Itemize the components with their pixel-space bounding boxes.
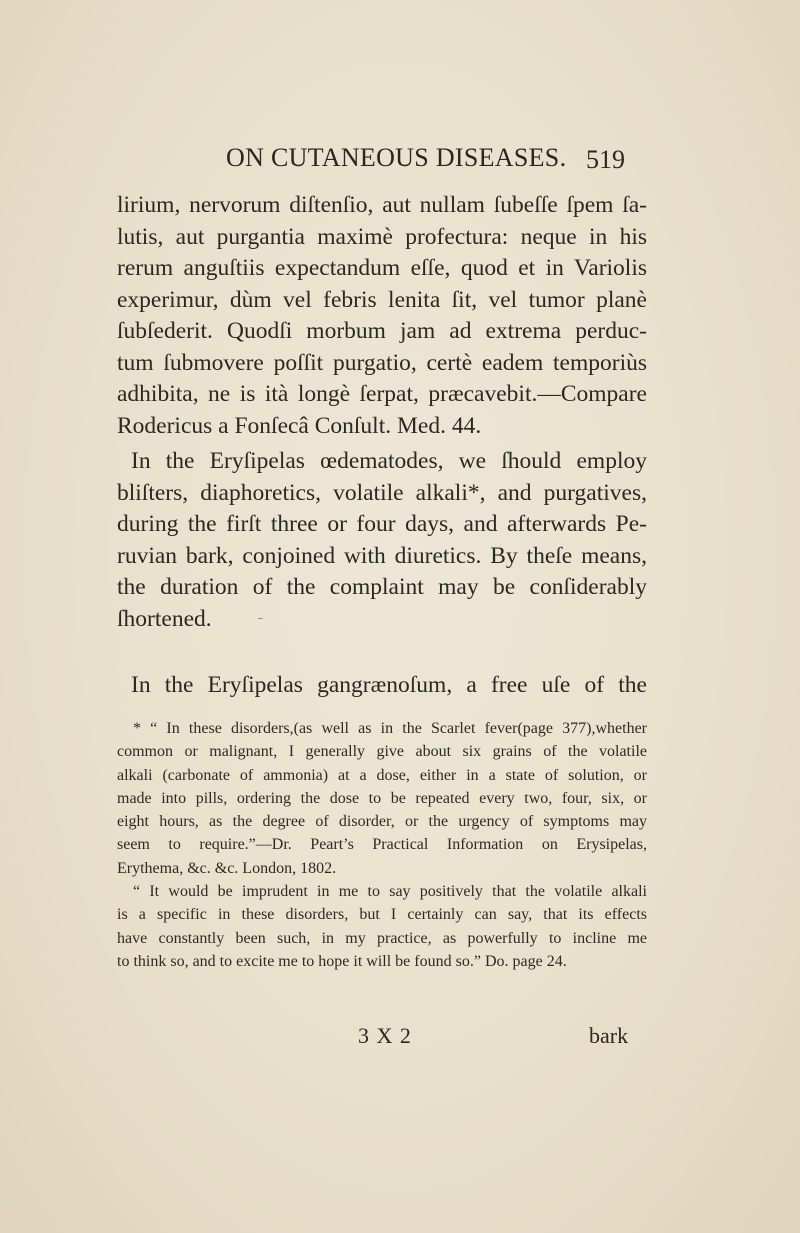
text-line: experimur, dùm vel febris lenita ſit, vel tumor planè [117,286,647,313]
footnote-line: is a specific in these disorders, but I certainly can say, that its effects [117,906,647,924]
footnote-line: to think so, and to excite me to hope it will be found so.” Do. page 24. [117,952,567,970]
text-line: the duration of the complaint may be conſiderably [117,574,647,600]
footnote-line: alkali (carbonate of ammonia) at a dose, either in a state of solution, or [117,766,647,784]
text-line: ruvian bark, conjoined with diuretics. By theſe means, [117,542,647,569]
footnote-line: seem to require.”—Dr. Peart’s Practical Information on Erysipelas, [117,836,647,854]
text-line: ſhortened. [117,605,212,632]
text-line: tum ſubmovere poſſit purgatio, certè eadem temporiùs [117,349,647,376]
footnote-line: * “ In these disorders,(as well as in the Scarlet fever(page 377),whether [133,720,647,737]
ink-speck [258,618,263,619]
text-line: Rodericus a Fonſecâ Conſult. Med. 44. [117,412,482,439]
text-line: lirium, nervorum diſtenſio, aut nullam ſubeſſe ſpem ſa- [117,192,647,218]
paragraph-erysipelas-gangraenosum [117,670,647,702]
paragraph-erysipelas-oedematodes [117,446,647,635]
footnote-peart [117,717,647,880]
text-line: during the firſt three or four days, and afterwards Pe- [117,511,647,537]
paragraph-latin-quote [117,190,647,442]
footnote-line: have constantly been such, in my practice, as powerfully to incline me [117,929,647,947]
footnote-line: common or malignant, I generally give about six grains of the volatile [117,743,647,761]
text-line: In the Eryſipelas œdematodes, we ſhould employ [131,448,647,474]
footnote-line: “ It would be imprudent in me to say positively that the volatile alkali [133,883,647,900]
text-line: adhibita, ne is ità longè ſerpat, præcavebit.—Compare [117,381,647,407]
text-line: rerum anguſtiis expectandum eſſe, quod et in Variolis [117,255,647,281]
signature-mark: 3 X 2 [358,1023,412,1048]
footnote-line: eight hours, as the degree of disorder, or the urgency of symptoms may [117,813,647,831]
footnote-line: made into pills, ordering the dose to be repeated every two, four, six, or [117,789,647,807]
text-line: ſubſederit. Quodſi morbum jam ad extrema perduc- [117,318,647,344]
running-title: ON CUTANEOUS DISEASES. [226,143,567,172]
text-line: bliſters, diaphoretics, volatile alkali*, and purgatives, [117,479,647,506]
footnote-line: Erythema, &c. &c. London, 1802. [117,859,337,877]
text-line: In the Eryſipelas gangrænoſum, a free uſe of the [131,672,647,698]
page-number: 519 [586,145,625,174]
footnote-continuation [117,880,647,973]
page-header [0,143,800,177]
catchword: bark [589,1023,629,1048]
text-line: lutis, aut purgantia maximè profectura: neque in his [117,223,647,250]
